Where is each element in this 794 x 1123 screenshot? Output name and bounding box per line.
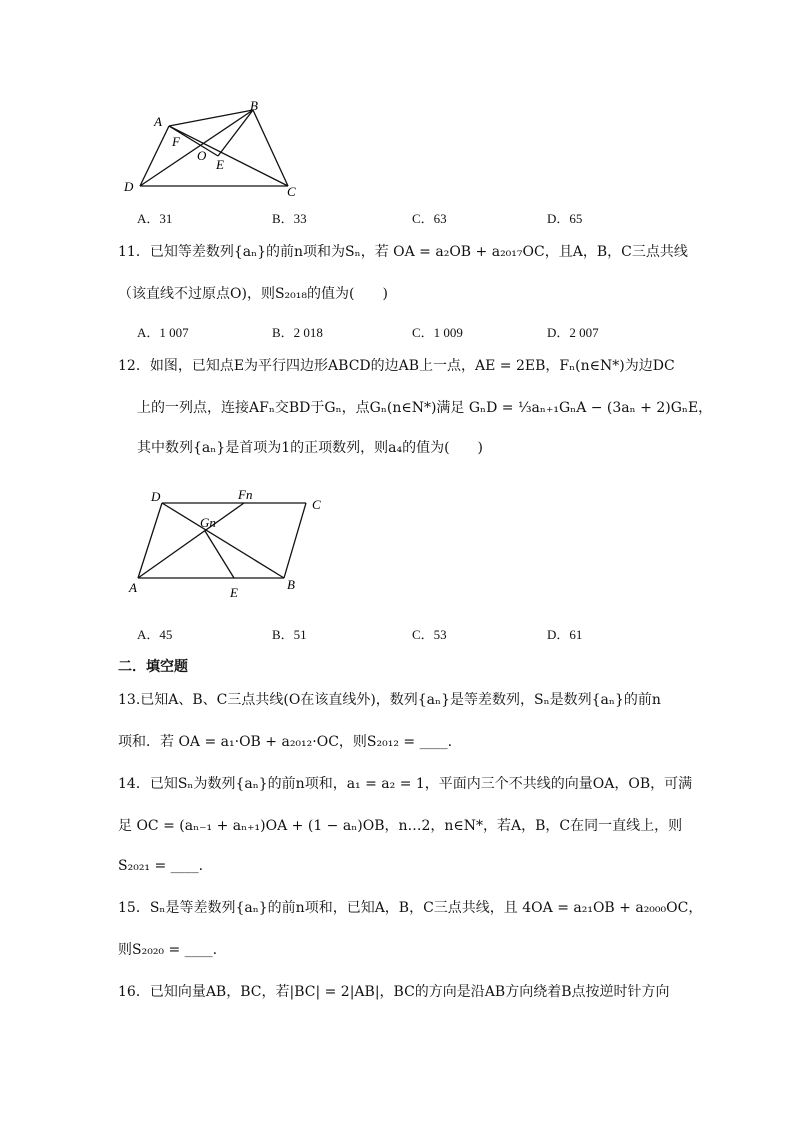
q10-option-c: C．63 — [412, 211, 447, 226]
q14-line-1: 14．已知Sₙ为数列{aₙ}的前n项和，a₁ = a₂ = 1，平面内三个不共线的向量OA，OB，可满 — [118, 776, 693, 792]
q12-option-c: C．53 — [412, 627, 447, 642]
q12-option-a: A．45 — [137, 627, 173, 642]
q13-line-1: 13.已知A、B、C三点共线(O在该直线外)，数列{aₙ}是等差数列，Sₙ是数列{aₙ}的前n — [118, 692, 661, 708]
q14-line-3: S₂₀₂₁ = ____. — [118, 858, 204, 874]
q10-option-a: A．31 — [137, 211, 173, 226]
q11-option-a: A．1 007 — [137, 325, 189, 340]
label-E: E — [230, 585, 238, 600]
label-B: B — [287, 577, 295, 592]
label-F: F — [172, 134, 180, 149]
q10-option-b: B．33 — [272, 211, 307, 226]
label-D: D — [151, 489, 161, 504]
q12-line-1: 12．如图，已知点E为平行四边形ABCD的边AB上一点，AE = 2EB，Fₙ(n∈N*)为边DC — [118, 358, 675, 374]
label-D: D — [124, 179, 134, 194]
q11-line-2: （该直线不过原点O)，则S₂₀₁₈的值为( ) — [118, 286, 388, 302]
q10-option-d: D．65 — [547, 211, 583, 226]
q11-option-c: C．1 009 — [412, 325, 463, 340]
label-A: A — [129, 580, 137, 595]
q12-line-3: 其中数列{aₙ}是首项为1的正项数列，则a₄的值为( ) — [137, 440, 484, 456]
figure-parallelogram-abcd — [118, 488, 338, 603]
label-O: O — [197, 148, 207, 163]
q14-line-2: 足 OC = (aₙ₋₁ + aₙ₊₁)OA + (1 − aₙ)OB，n…2，n∈N*，若A，B，C在同一直线上，则 — [118, 818, 683, 834]
figure-quadrilateral-abcd — [118, 98, 308, 198]
q11-option-b: B．2 018 — [272, 325, 323, 340]
label-C: C — [312, 497, 321, 512]
q12-option-b: B．51 — [272, 627, 307, 642]
label-A: A — [154, 114, 162, 129]
q11-option-d: D．2 007 — [547, 325, 599, 340]
q13-line-2: 项和．若 OA = a₁·OB + a₂₀₁₂·OC，则S₂₀₁₂ = ____. — [118, 734, 453, 750]
label-C: C — [287, 184, 296, 198]
q12-option-d: D．61 — [547, 627, 583, 642]
label-E: E — [216, 157, 224, 172]
label-Fn: Fn — [238, 488, 253, 502]
section-title: 二．填空题 — [118, 659, 188, 675]
label-B: B — [250, 98, 258, 113]
q12-line-2: 上的一列点，连接AFₙ交BD于Gₙ，点Gₙ(n∈N*)满足 GₙD = ⅓aₙ₊₁GₙA − (3aₙ + 2)GₙE， — [137, 400, 713, 416]
q15-line-2: 则S₂₀₂₀ = ____. — [118, 942, 218, 958]
q11-line-1: 11．已知等差数列{aₙ}的前n项和为Sₙ，若 OA = a₂OB + a₂₀₁₇OC，且A，B，C三点共线 — [118, 244, 688, 260]
q15-line-1: 15．Sₙ是等差数列{aₙ}的前n项和，已知A，B，C三点共线，且 4OA = a₂₁OB + a₂₀₀₀OC， — [118, 900, 703, 916]
q16-line-1: 16．已知向量AB，BC，若|BC| = 2|AB|，BC的方向是沿AB方向绕着B点按逆时针方向 — [118, 984, 670, 1000]
label-Gn: Gn — [200, 515, 216, 530]
